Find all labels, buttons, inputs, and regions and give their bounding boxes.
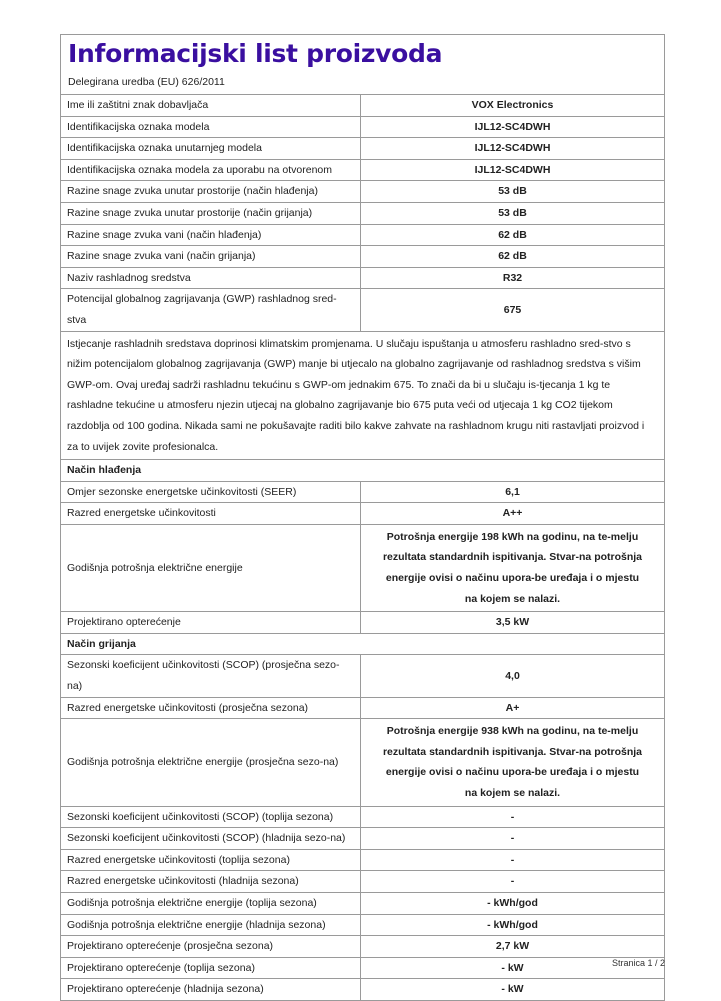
table-row xyxy=(61,936,664,958)
row-value: 3,5 kW xyxy=(361,612,665,634)
regulation-subtitle: Delegirana uredba (EU) 626/2011 xyxy=(61,70,664,95)
row-label: Sezonski koeficijent učinkovitosti (SCOP) (toplija sezona) xyxy=(61,806,361,828)
section-label: Način grijanja xyxy=(61,633,664,655)
table-row xyxy=(61,289,664,331)
row-label: Projektirano opterećenje (hladnija sezona) xyxy=(61,979,361,1000)
page-number: Stranica 1 / 2 xyxy=(611,958,665,968)
row-value: A++ xyxy=(361,503,665,525)
row-value: 675 xyxy=(361,289,665,331)
row-value: A+ xyxy=(361,697,665,719)
row-label: Naziv rashladnog sredstva xyxy=(61,267,361,289)
refrigerant-note: Istjecanje rashladnih sredstava doprinosi klimatskim promjenama. U slučaju ispuštanja u atmosferu rashladno sred-stvo s nižim potencijalom globalnog zagrijavanja (GWP) manje bi utjecalo na globalno zagrijavanje od rashladnog sredstva s višim GWP-om. Ovaj uređaj sadrži rashladnu tekućinu s GWP-om jednakim 675. To znači da bi u slučaju is-tjecanja 1 kg te rashladne tekućine u atmosferu njezin utjecaj na globalno zagrijavanje bio 675 puta veći od utjecaja 1 kg CO2 tijekom razdoblja od 100 godina. Nikada sami ne pokušavajte raditi bilo kakve zahvate na rashladnom krugu niti rastavljati proizvod i za to uvijek zovite profesionalca. xyxy=(61,331,664,460)
table-row xyxy=(61,914,664,936)
row-value: - xyxy=(361,828,665,850)
row-value: IJL12-SC4DWH xyxy=(361,116,665,138)
table-row xyxy=(61,806,664,828)
row-value: - kWh/god xyxy=(361,914,665,936)
row-value: 53 dB xyxy=(361,202,665,224)
row-value: - kW xyxy=(361,979,665,1000)
row-label: Identifikacijska oznaka modela xyxy=(61,116,361,138)
row-value: Potrošnja energije 938 kWh na godinu, na te-melju rezultata standardnih ispitivanja. Stvar-na potrošnja energije ovisi o načinu upora-be uređaja i o mjestu na kojem se nalazi. xyxy=(361,719,665,806)
row-label: Godišnja potrošnja električne energije xyxy=(61,524,361,611)
table-row xyxy=(61,138,664,160)
row-value: - kWh/god xyxy=(361,892,665,914)
row-label: Potencijal globalnog zagrijavanja (GWP) rashladnog sred-stva xyxy=(61,289,361,331)
table-row xyxy=(61,957,664,979)
table-row xyxy=(61,246,664,268)
row-value: 2,7 kW xyxy=(361,936,665,958)
row-label: Projektirano opterećenje (toplija sezona) xyxy=(61,957,361,979)
row-value: - xyxy=(361,849,665,871)
table-row xyxy=(61,612,664,634)
row-value: - kW xyxy=(361,957,665,979)
row-label: Razine snage zvuka vani (način hlađenja) xyxy=(61,224,361,246)
row-value: R32 xyxy=(361,267,665,289)
table-row xyxy=(61,181,664,203)
row-value: IJL12-SC4DWH xyxy=(361,138,665,160)
table-row xyxy=(61,224,664,246)
row-value: 53 dB xyxy=(361,181,665,203)
row-label: Sezonski koeficijent učinkovitosti (SCOP) (prosječna sezo-na) xyxy=(61,655,361,697)
section-header-cooling xyxy=(61,460,664,482)
row-label: Projektirano opterećenje (prosječna sezona) xyxy=(61,936,361,958)
table-row xyxy=(61,267,664,289)
row-value: VOX Electronics xyxy=(361,95,665,116)
row-label: Razred energetske učinkovitosti (prosječna sezona) xyxy=(61,697,361,719)
row-label: Godišnja potrošnja električne energije (toplija sezona) xyxy=(61,892,361,914)
refrigerant-note-row xyxy=(61,331,664,460)
row-label: Razine snage zvuka unutar prostorije (način hlađenja) xyxy=(61,181,361,203)
table-row xyxy=(61,159,664,181)
table-row xyxy=(61,892,664,914)
row-label: Razine snage zvuka unutar prostorije (način grijanja) xyxy=(61,202,361,224)
row-label: Projektirano opterećenje xyxy=(61,612,361,634)
row-label: Ime ili zaštitni znak dobavljača xyxy=(61,95,361,116)
row-label: Identifikacijska oznaka unutarnjeg modela xyxy=(61,138,361,160)
table-row xyxy=(61,828,664,850)
spec-table xyxy=(61,95,664,1000)
table-row xyxy=(61,116,664,138)
table-row xyxy=(61,202,664,224)
section-label: Način hlađenja xyxy=(61,460,664,482)
row-label: Godišnja potrošnja električne energije (prosječna sezo-na) xyxy=(61,719,361,806)
row-label: Razine snage zvuka vani (način grijanja) xyxy=(61,246,361,268)
row-value: - xyxy=(361,871,665,893)
row-value: 6,1 xyxy=(361,481,665,503)
row-value: Potrošnja energije 198 kWh na godinu, na te-melju rezultata standardnih ispitivanja. Stvar-na potrošnja energije ovisi o načinu upora-be uređaja i o mjestu na kojem se nalazi. xyxy=(361,524,665,611)
row-value: IJL12-SC4DWH xyxy=(361,159,665,181)
table-row xyxy=(61,979,664,1000)
row-label: Identifikacijska oznaka modela za uporabu na otvorenom xyxy=(61,159,361,181)
table-row xyxy=(61,95,664,116)
row-label: Sezonski koeficijent učinkovitosti (SCOP) (hladnija sezo-na) xyxy=(61,828,361,850)
row-value: 4,0 xyxy=(361,655,665,697)
table-row xyxy=(61,524,664,611)
table-row xyxy=(61,849,664,871)
table-row xyxy=(61,719,664,806)
table-row xyxy=(61,503,664,525)
table-row xyxy=(61,871,664,893)
row-value: 62 dB xyxy=(361,246,665,268)
table-row xyxy=(61,697,664,719)
page-title: Informacijski list proizvoda xyxy=(68,39,443,68)
product-info-sheet xyxy=(60,34,665,1001)
table-row xyxy=(61,655,664,697)
table-row xyxy=(61,481,664,503)
row-label: Razred energetske učinkovitosti xyxy=(61,503,361,525)
row-label: Razred energetske učinkovitosti (hladnija sezona) xyxy=(61,871,361,893)
row-label: Omjer sezonske energetske učinkovitosti (SEER) xyxy=(61,481,361,503)
row-value: 62 dB xyxy=(361,224,665,246)
row-value: - xyxy=(361,806,665,828)
section-header-heating xyxy=(61,633,664,655)
row-label: Razred energetske učinkovitosti (toplija sezona) xyxy=(61,849,361,871)
row-label: Godišnja potrošnja električne energije (hladnija sezona) xyxy=(61,914,361,936)
